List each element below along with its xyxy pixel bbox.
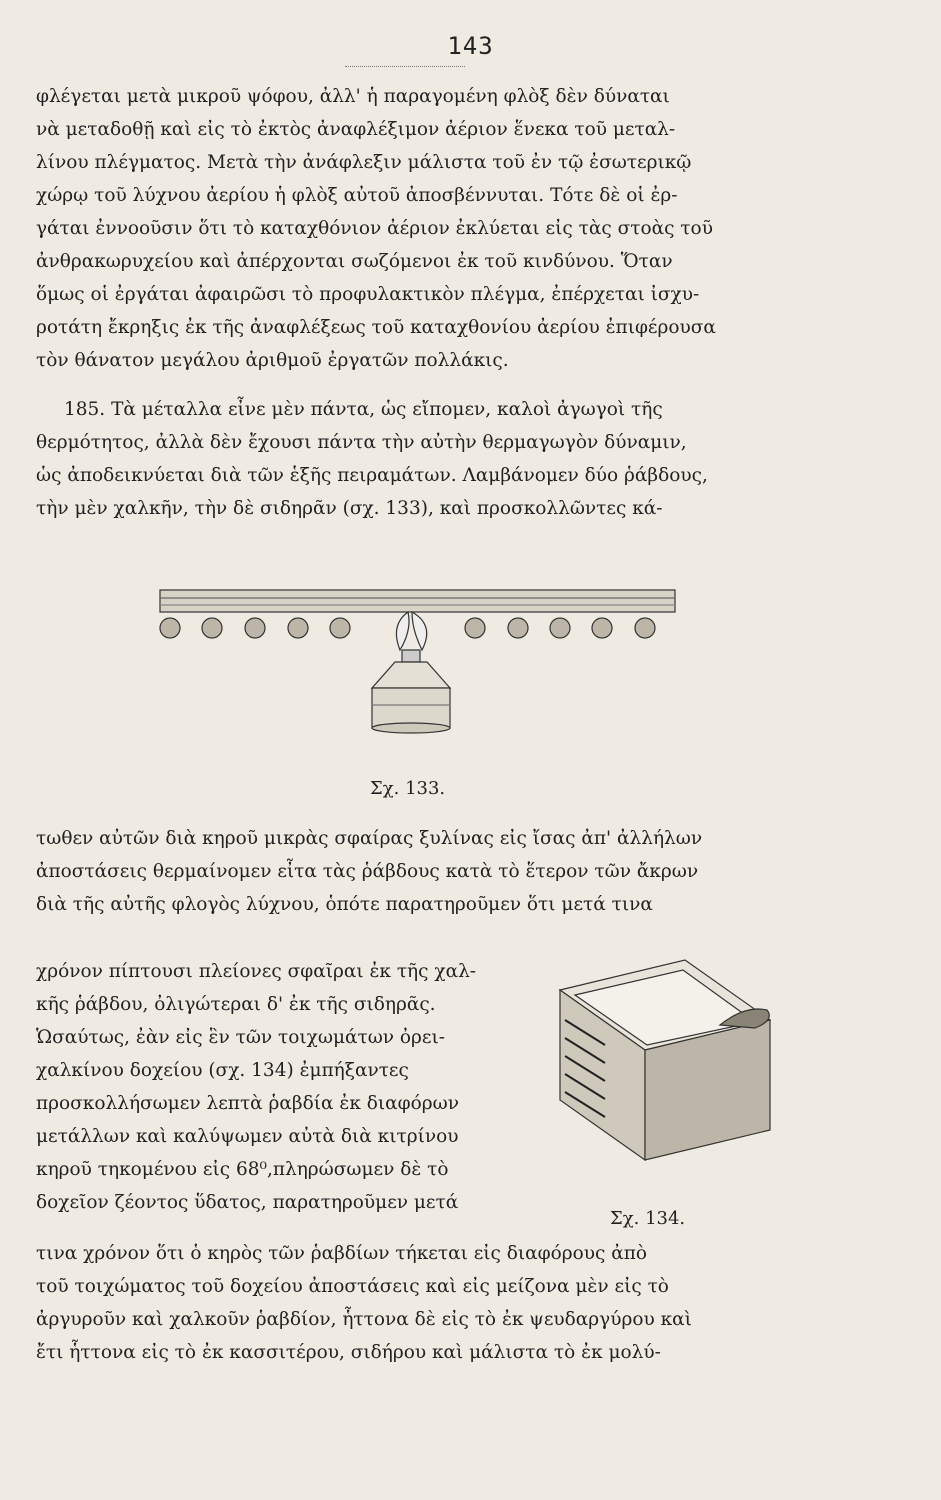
paragraph-beside-figure	[36, 955, 516, 1219]
text-line: ὡς ἀποδεικνύεται διὰ τῶν ἑξῆς πειραμάτων. Λαμβάνομεν δύο ῥάβδους,	[36, 465, 708, 486]
paragraph-185	[36, 393, 796, 525]
text-line: δοχεῖον ζέοντος ὕδατος, παρατηροῦμεν μετά	[36, 1192, 459, 1213]
text-line: κηροῦ τηκομένου εἰς 68⁰,πληρώσωμεν δὲ τὸ	[36, 1159, 449, 1180]
figure-134-caption: Σχ. 134.	[610, 1208, 686, 1229]
text-line: φλέγεται μετὰ μικροῦ ψόφου, ἀλλ' ἡ παραγομένη φλὸξ δὲν δύναται	[36, 86, 670, 107]
header-rule	[345, 66, 465, 67]
figure-134-illustration	[545, 950, 785, 1180]
text-line: ἀνθρακωρυχείου καὶ ἀπέρχονται σωζόμενοι ἐκ τοῦ κινδύνου. Ὅταν	[36, 251, 673, 272]
text-line: Ὡσαύτως, ἐὰν εἰς ἓν τῶν τοιχωμάτων ὀρει-	[36, 1027, 446, 1048]
text-line: τωθεν αὐτῶν διὰ κηροῦ μικρὰς σφαίρας ξυλίνας εἰς ἴσας ἀπ' ἀλλήλων	[36, 828, 703, 849]
figure-133-illustration	[150, 570, 690, 770]
paragraph-1	[36, 80, 796, 377]
figure-133-caption: Σχ. 133.	[370, 778, 446, 799]
text-line: ἔτι ἧττονα εἰς τὸ ἐκ κασσιτέρου, σιδήρου καὶ μάλιστα τὸ ἐκ μολύ-	[36, 1342, 661, 1363]
text-line: νὰ μεταδοθῇ καὶ εἰς τὸ ἐκτὸς ἀναφλέξιμον ἀέριον ἕνεκα τοῦ μεταλ-	[36, 119, 676, 140]
text-line: τινα χρόνον ὅτι ὁ κηρὸς τῶν ῥαβδίων τήκεται εἰς διαφόρους ἀπὸ	[36, 1243, 648, 1264]
text-line: χρόνον πίπτουσι πλείονες σφαῖραι ἐκ τῆς χαλ-	[36, 961, 477, 982]
text-line: τοῦ τοιχώματος τοῦ δοχείου ἀποστάσεις καὶ εἰς μείζονα μὲν εἰς τὸ	[36, 1276, 669, 1297]
text-line: τὴν μὲν χαλκῆν, τὴν δὲ σιδηρᾶν (σχ. 133), καὶ προσκολλῶντες κά-	[36, 498, 663, 519]
text-line: μετάλλων καὶ καλύψωμεν αὐτὰ διὰ κιτρίνου	[36, 1126, 459, 1147]
text-line: γάται ἐννοοῦσιν ὅτι τὸ καταχθόνιον ἀέριον ἐκλύεται εἰς τὰς στοὰς τοῦ	[36, 218, 713, 239]
paragraph-end	[36, 1237, 796, 1369]
page-number: 143	[447, 32, 494, 60]
text-line: κῆς ῥάβδου, ὀλιγώτεραι δ' ἐκ τῆς σιδηρᾶς.	[36, 994, 436, 1015]
text-line: λίνου πλέγματος. Μετὰ τὴν ἀνάφλεξιν μάλιστα τοῦ ἐν τῷ ἐσωτερικῷ	[36, 152, 692, 173]
text-line: προσκολλήσωμεν λεπτὰ ῥαβδία ἐκ διαφόρων	[36, 1093, 459, 1114]
text-line: ροτάτη ἔκρηξις ἐκ τῆς ἀναφλέξεως τοῦ καταχθονίου ἀερίου ἐπιφέρουσα	[36, 317, 716, 338]
text-line: 185. Τὰ μέταλλα εἶνε μὲν πάντα, ὡς εἴπομεν, καλοὶ ἀγωγοὶ τῆς	[64, 399, 663, 420]
text-line: ἀποστάσεις θερμαίνομεν εἶτα τὰς ῥάβδους κατὰ τὸ ἕτερον τῶν ἄκρων	[36, 861, 699, 882]
paragraph-continued	[36, 822, 796, 921]
text-line: τὸν θάνατον μεγάλου ἀριθμοῦ ἐργατῶν πολλάκις.	[36, 350, 509, 371]
text-line: θερμότητος, ἀλλὰ δὲν ἔχουσι πάντα τὴν αὐτὴν θερμαγωγὸν δύναμιν,	[36, 432, 687, 453]
text-line: ἀργυροῦν καὶ χαλκοῦν ῥαβδίον, ἧττονα δὲ εἰς τὸ ἐκ ψευδαργύρου καὶ	[36, 1309, 692, 1330]
text-line: χαλκίνου δοχείου (σχ. 134) ἐμπήξαντες	[36, 1060, 409, 1081]
text-line: ὅμως οἱ ἐργάται ἀφαιρῶσι τὸ προφυλακτικὸν πλέγμα, ἐπέρχεται ἰσχυ-	[36, 284, 700, 305]
text-line: χώρῳ τοῦ λύχνου ἀερίου ἡ φλὸξ αὐτοῦ ἀποσβέννυται. Τότε δὲ οἱ ἐρ-	[36, 185, 678, 206]
text-line: διὰ τῆς αὐτῆς φλογὸς λύχνου, ὁπότε παρατηροῦμεν ὅτι μετά τινα	[36, 894, 653, 915]
